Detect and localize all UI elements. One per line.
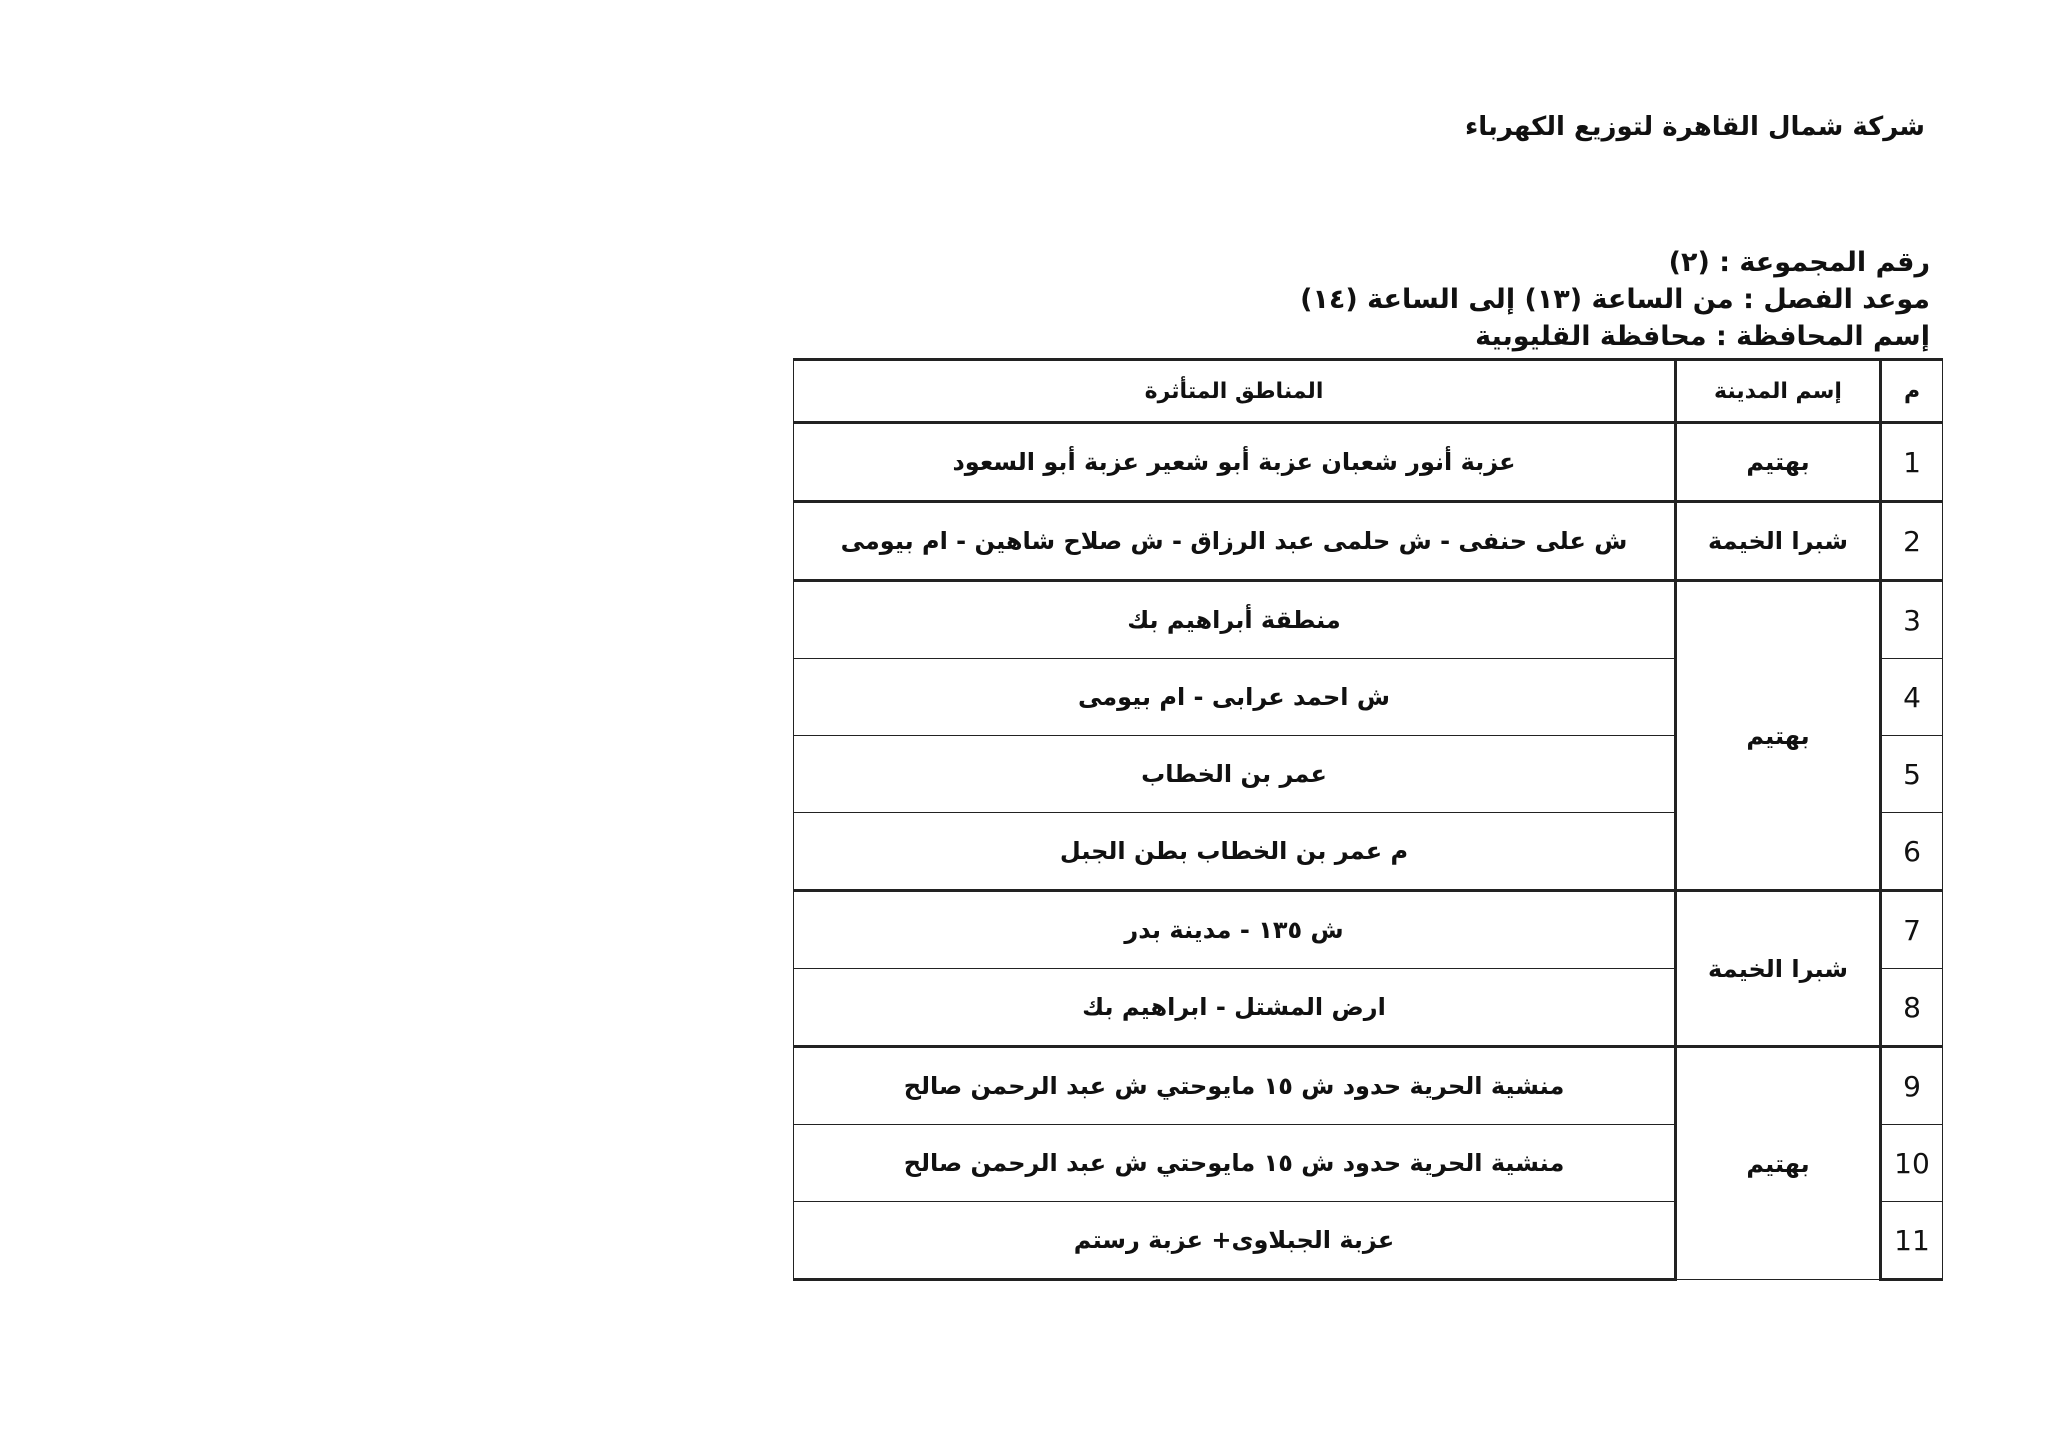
row-number: 8	[1881, 969, 1943, 1047]
affected-area: منشية الحرية حدود ش ١٥ مايوحتي ش عبد الرحمن صالح	[794, 1125, 1676, 1202]
cutoff-time: موعد الفصل : من الساعة (١٣) إلى الساعة (١٤)	[1300, 284, 1930, 315]
affected-area: عزبة أنور شعبان عزبة أبو شعير عزبة أبو السعود	[794, 423, 1676, 502]
header-areas: المناطق المتأثرة	[794, 360, 1676, 423]
group-number: رقم المجموعة : (٢)	[1668, 247, 1930, 278]
city-name: شبرا الخيمة	[1676, 502, 1881, 581]
city-name: شبرا الخيمة	[1676, 891, 1881, 1047]
header-city: إسم المدينة	[1676, 360, 1881, 423]
table-row	[794, 1047, 1943, 1125]
affected-area: عمر بن الخطاب	[794, 736, 1676, 813]
affected-area: منطقة أبراهيم بك	[794, 581, 1676, 659]
affected-area: منشية الحرية حدود ش ١٥ مايوحتي ش عبد الرحمن صالح	[794, 1047, 1676, 1125]
row-number: 11	[1881, 1202, 1943, 1280]
row-number: 6	[1881, 813, 1943, 891]
affected-area: عزبة الجبلاوى+ عزبة رستم	[794, 1202, 1676, 1280]
city-name: بهتيم	[1676, 1047, 1881, 1280]
table-header-row	[794, 360, 1943, 423]
schedule-info	[1300, 244, 1930, 355]
table-body	[794, 423, 1943, 1280]
affected-area: ش ١٣٥ - مدينة بدر	[794, 891, 1676, 969]
row-number: 3	[1881, 581, 1943, 659]
row-number: 1	[1881, 423, 1943, 502]
row-number: 7	[1881, 891, 1943, 969]
affected-area: ارض المشتل - ابراهيم بك	[794, 969, 1676, 1047]
company-name: شركة شمال القاهرة لتوزيع الكهرباء	[1465, 112, 1925, 142]
table-row	[794, 581, 1943, 659]
city-name: بهتيم	[1676, 423, 1881, 502]
row-number: 9	[1881, 1047, 1943, 1125]
affected-area: ش على حنفى - ش حلمى عبد الرزاق - ش صلاح شاهين - ام بيومى	[794, 502, 1676, 581]
table-row	[794, 502, 1943, 581]
row-number: 5	[1881, 736, 1943, 813]
city-name: بهتيم	[1676, 581, 1881, 891]
table-row	[794, 423, 1943, 502]
row-number: 4	[1881, 659, 1943, 736]
affected-areas-table	[793, 358, 1943, 1281]
affected-area: م عمر بن الخطاب بطن الجبل	[794, 813, 1676, 891]
table-row	[794, 891, 1943, 969]
governorate-name: إسم المحافظة : محافظة القليوبية	[1475, 321, 1930, 352]
affected-area: ش احمد عرابى - ام بيومى	[794, 659, 1676, 736]
row-number: 10	[1881, 1125, 1943, 1202]
header-number: م	[1881, 360, 1943, 423]
row-number: 2	[1881, 502, 1943, 581]
